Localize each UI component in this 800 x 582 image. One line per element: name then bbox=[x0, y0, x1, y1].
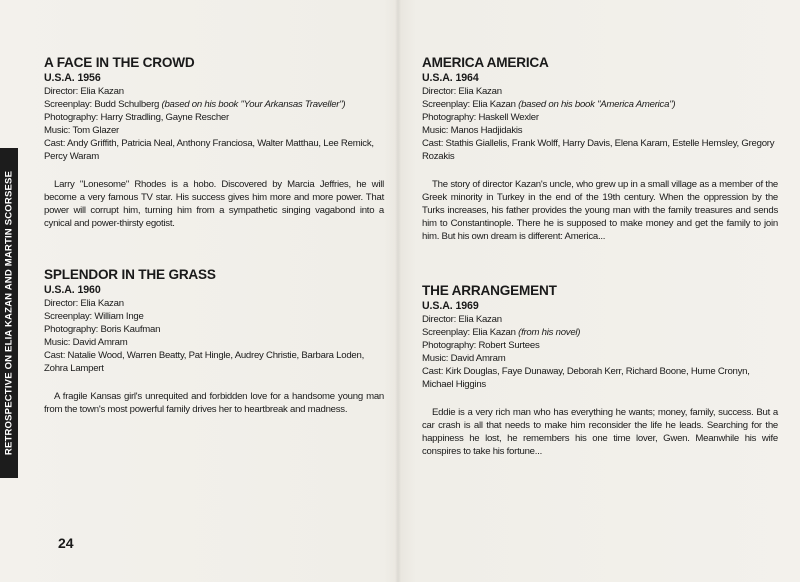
film-photography: Photography: Harry Stradling, Gayne Rescher bbox=[44, 112, 229, 123]
side-tab-text: RETROSPECTIVE ON ELIA KAZAN AND MARTIN SCORSESE bbox=[3, 170, 15, 456]
film-screenplay-note: (from his novel) bbox=[518, 327, 581, 338]
film-screenplay-text: Screenplay: Budd Schulberg bbox=[44, 99, 160, 110]
film-entry bbox=[44, 266, 384, 416]
page-fold bbox=[395, 0, 401, 582]
film-director: Director: Elia Kazan bbox=[422, 86, 502, 97]
film-synopsis: Larry "Lonesome" Rhodes is a hobo. Discovered by Marcia Jeffries, he will become a very famous TV star. His success gives him more and more power. That power will corrupt him, turning him from a sympathetic singing vagabond into a cynical and power-thirsty egotist. bbox=[44, 179, 384, 229]
film-director: Director: Elia Kazan bbox=[44, 86, 124, 97]
film-photography: Photography: Boris Kaufman bbox=[44, 324, 161, 335]
film-screenplay bbox=[422, 98, 778, 111]
film-screenplay-note: (based on his book "America America") bbox=[518, 99, 676, 110]
film-synopsis: The story of director Kazan's uncle, who grew up in a small village as a member of the Greek minority in Turkey in the end of the 19th century. When the oppression by the Turks increases, his father provides the young man with the family treasures and sends him to Constantinople. There he is supposed to make money and get the family to join him. But his own dream is different: America... bbox=[422, 179, 778, 242]
film-screenplay: Screenplay: William Inge bbox=[44, 311, 144, 322]
film-photography: Photography: Robert Surtees bbox=[422, 340, 540, 351]
film-photography: Photography: Haskell Wexler bbox=[422, 112, 539, 123]
film-director: Director: Elia Kazan bbox=[422, 314, 502, 325]
left-column bbox=[44, 54, 384, 416]
film-title: AMERICA AMERICA bbox=[422, 55, 549, 70]
film-entry bbox=[422, 54, 778, 282]
film-year: U.S.A. 1960 bbox=[44, 284, 101, 296]
film-title: SPLENDOR IN THE GRASS bbox=[44, 267, 216, 282]
film-cast: Cast: Natalie Wood, Warren Beatty, Pat Hingle, Audrey Christie, Barbara Loden, Zohra Lampert bbox=[44, 350, 364, 374]
right-column bbox=[422, 54, 778, 458]
film-screenplay bbox=[422, 326, 778, 339]
film-cast: Cast: Andy Griffith, Patricia Neal, Anthony Franciosa, Walter Matthau, Lee Remick, Percy Waram bbox=[44, 138, 374, 162]
film-year: U.S.A. 1969 bbox=[422, 300, 479, 312]
film-year: U.S.A. 1956 bbox=[44, 72, 101, 84]
film-year: U.S.A. 1964 bbox=[422, 72, 479, 84]
film-music: Music: David Amram bbox=[44, 337, 128, 348]
film-entry bbox=[44, 54, 384, 266]
film-screenplay bbox=[44, 98, 384, 111]
film-synopsis: A fragile Kansas girl's unrequited and forbidden love for a handsome young man from the town's most powerful family drives her to heartbreak and madness. bbox=[44, 391, 384, 415]
film-music: Music: Tom Glazer bbox=[44, 125, 120, 136]
page-number: 24 bbox=[58, 535, 74, 551]
film-screenplay-text: Screenplay: Elia Kazan bbox=[422, 99, 516, 110]
film-cast: Cast: Stathis Giallelis, Frank Wolff, Harry Davis, Elena Karam, Estelle Hemsley, Gregory Rozakis bbox=[422, 138, 775, 162]
film-cast: Cast: Kirk Douglas, Faye Dunaway, Deborah Kerr, Richard Boone, Hume Cronyn, Michael Higgins bbox=[422, 366, 750, 390]
film-synopsis: Eddie is a very rich man who has everything he wants; money, family, success. But a car crash is all that needs to make him reconsider the life he leads. Searching for the happiness he lost, he remembers his one time lover, Gwen. Meanwhile his wife conspires to take his fortune... bbox=[422, 407, 778, 457]
film-screenplay-text: Screenplay: Elia Kazan bbox=[422, 327, 516, 338]
film-screenplay-note: (based on his book "Your Arkansas Traveller") bbox=[161, 99, 346, 110]
film-music: Music: Manos Hadjidakis bbox=[422, 125, 523, 136]
film-title: A FACE IN THE CROWD bbox=[44, 55, 195, 70]
film-title: THE ARRANGEMENT bbox=[422, 283, 557, 298]
film-entry bbox=[422, 282, 778, 458]
film-director: Director: Elia Kazan bbox=[44, 298, 124, 309]
film-music: Music: David Amram bbox=[422, 353, 506, 364]
